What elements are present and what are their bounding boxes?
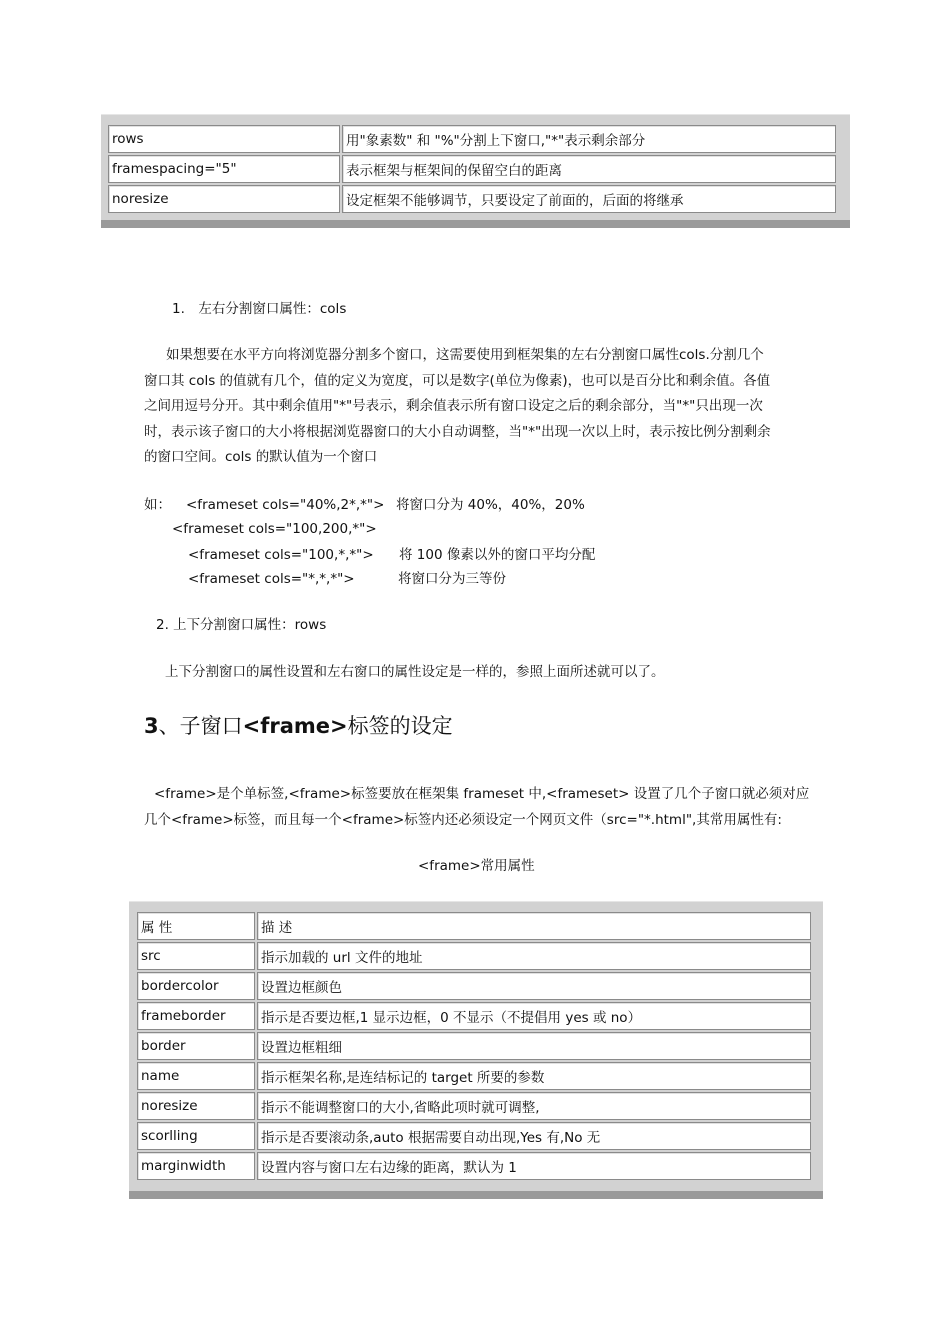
frameset-attributes-grid <box>106 123 838 215</box>
table-row <box>137 1062 811 1090</box>
header-cell: 描 述 <box>257 912 811 940</box>
example-note: 将窗口分为三等份 <box>398 571 506 587</box>
table-caption: <frame>常用属性 <box>418 858 535 874</box>
table-row <box>137 1152 811 1180</box>
desc-cell: 用"象素数" 和 "%"分割上下窗口,"*"表示剩余部分 <box>342 125 836 153</box>
table-header-row <box>137 912 811 940</box>
table-row <box>108 125 836 153</box>
table-row <box>108 185 836 213</box>
table-row <box>137 1032 811 1060</box>
section3-heading <box>144 710 453 742</box>
header-cell: 属 性 <box>137 912 255 940</box>
attr-cell: name <box>137 1062 255 1090</box>
heading-text: 标签的设定 <box>347 714 453 738</box>
paragraph-line: 之间用逗号分开。其中剩余值用"*"号表示，剩余值表示所有窗口设定之后的剩余部分，当"*"只出现一次 <box>144 398 763 414</box>
example-prefix: 如： <box>144 497 171 513</box>
paragraph-line: 时，表示该子窗口的大小将根据浏览器窗口的大小自动调整，当"*"出现一次以上时，表示按比例分割剩余 <box>144 423 771 440</box>
frameset-attributes-table <box>101 114 850 228</box>
heading-text: 、子窗口 <box>158 714 243 738</box>
desc-cell: 设置边框粗细 <box>257 1032 811 1060</box>
attr-cell: src <box>137 942 255 970</box>
table-row <box>137 1002 811 1030</box>
attr-cell: noresize <box>137 1092 255 1120</box>
example-note: 将 100 像素以外的窗口平均分配 <box>399 547 596 563</box>
heading-number: 3 <box>144 714 159 738</box>
section3-paragraph <box>144 782 810 833</box>
paragraph-line: 的窗口空间。cols 的默认值为一个窗口 <box>144 449 378 465</box>
desc-cell: 指示是否要滚动条,auto 根据需要自动出现,Yes 有,No 无 <box>257 1122 811 1150</box>
attr-cell: framespacing="5" <box>108 155 340 183</box>
desc-cell: 设定框架不能够调节，只要设定了前面的，后面的将继承 <box>342 185 836 213</box>
example-code: <frameset cols="100,*,*"> <box>188 547 374 563</box>
paragraph-line: <frame>是个单标签,<frame>标签要放在框架集 frameset 中,<frameset> 设置了几个子窗口就必须对应 <box>154 786 810 802</box>
desc-cell: 指示框架名称,是连结标记的 target 所要的参数 <box>257 1062 811 1090</box>
desc-cell: 设置内容与窗口左右边缘的距离，默认为 1 <box>257 1152 811 1180</box>
section2-heading: 2. 上下分割窗口属性：rows <box>156 617 327 633</box>
heading-tag: <frame> <box>242 714 348 738</box>
paragraph-line: 窗口其 cols 的值就有几个，值的定义为宽度，可以是数字(单位为像素)，也可以是百分比和剩余值。各值 <box>144 372 771 389</box>
frame-attributes-table <box>129 901 823 1199</box>
attr-cell: scorlling <box>137 1122 255 1150</box>
table-row <box>137 1122 811 1150</box>
attr-cell: noresize <box>108 185 340 213</box>
desc-cell: 指示是否要边框,1 显示边框，0 不显示（不提倡用 yes 或 no） <box>257 1002 811 1030</box>
paragraph-line: 如果想要在水平方向将浏览器分割多个窗口，这需要使用到框架集的左右分割窗口属性cols.分割几个 <box>166 347 764 363</box>
desc-cell: 设置边框颜色 <box>257 972 811 1000</box>
attr-cell: bordercolor <box>137 972 255 1000</box>
table-row <box>137 942 811 970</box>
paragraph-line: 几个<frame>标签，而且每一个<frame>标签内还必须设定一个网页文件（src="*.html",其常用属性有: <box>144 811 782 828</box>
desc-cell: 表示框架与框架间的保留空白的距离 <box>342 155 836 183</box>
section2-paragraph: 上下分割窗口的属性设置和左右窗口的属性设定是一样的，参照上面所述就可以了。 <box>165 664 665 680</box>
example-note: 将窗口分为 40%，40%，20% <box>396 497 585 513</box>
table-row <box>108 155 836 183</box>
table-row <box>137 972 811 1000</box>
example-code: <frameset cols="100,200,*"> <box>172 521 377 537</box>
frame-attributes-grid <box>135 910 813 1182</box>
example-code: <frameset cols="40%,2*,*"> <box>186 497 385 513</box>
table-row <box>137 1092 811 1120</box>
desc-cell: 指示加载的 url 文件的地址 <box>257 942 811 970</box>
attr-cell: border <box>137 1032 255 1060</box>
section1-heading: 1. 左右分割窗口属性：cols <box>172 301 347 317</box>
section1-paragraph <box>144 343 810 471</box>
example-code: <frameset cols="*,*,*"> <box>188 571 355 587</box>
attr-cell: marginwidth <box>137 1152 255 1180</box>
attr-cell: frameborder <box>137 1002 255 1030</box>
attr-cell: rows <box>108 125 340 153</box>
desc-cell: 指示不能调整窗口的大小,省略此项时就可调整, <box>257 1092 811 1120</box>
